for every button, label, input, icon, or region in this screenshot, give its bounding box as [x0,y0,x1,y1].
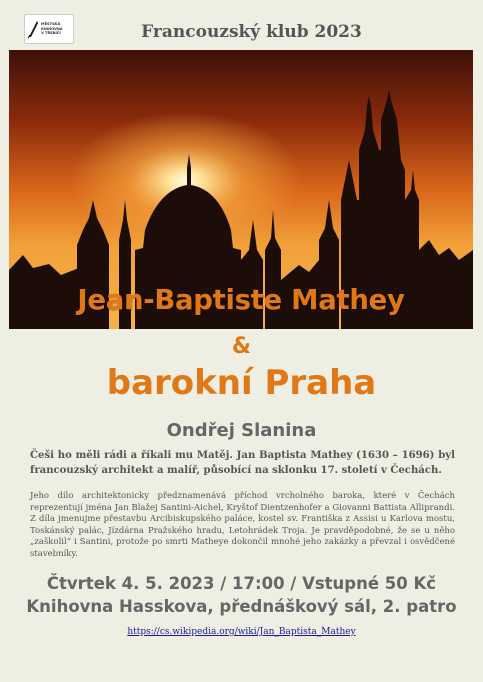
lecture-title: Jean-Baptiste Mathey [77,284,405,316]
club-heading: Francouzský klub 2023 [141,22,362,42]
lecture-subtitle: barokní Praha [106,363,377,403]
event-date-time: Čtvrtek 4. 5. 2023 / 17:00 / Vstupné 50 Kč [46,574,437,593]
body-paragraph: Jeho dílo architektonicky předznamenává příchod vrcholného baroka, které v Čechách reprezentují jména Jan Blažej Santini-Aichel, Kryštof Dientzenhofer a Giovanni Battista Alliprandi. Z díla jmenujme přestavbu Arcibiskupského paláce, kostel sv. Františka z Assisi u Karlova mostu, Toskánský palác, Jízdárna Pražského hradu, Letohrádek Troja. Je pravděpodobné, že se u něho „zaškolil“ i Santini, protože po smrti Matheye dokončil mnohé jeho zakázky a převzal i osvědčené stavebníky. [30,491,455,559]
wikipedia-link[interactable]: https://cs.wikipedia.org/wiki/Jan_Baptista_Mathey [127,627,356,637]
speaker-name: Ondřej Slanina [166,420,317,441]
logo-text: MĚSTSKÁ KNIHOVNA V TŘEBÍČI [41,22,63,36]
event-venue: Knihovna Hasskova, přednáškový sál, 2. patro [26,597,457,616]
lead-paragraph: Češi ho měli rádi a říkali mu Matěj. Jan Baptista Mathey (1630 – 1696) byl francouzský architekt a malíř, působící na sklonku 17. století v Čechách. [30,450,455,476]
ampersand: & [231,334,252,359]
